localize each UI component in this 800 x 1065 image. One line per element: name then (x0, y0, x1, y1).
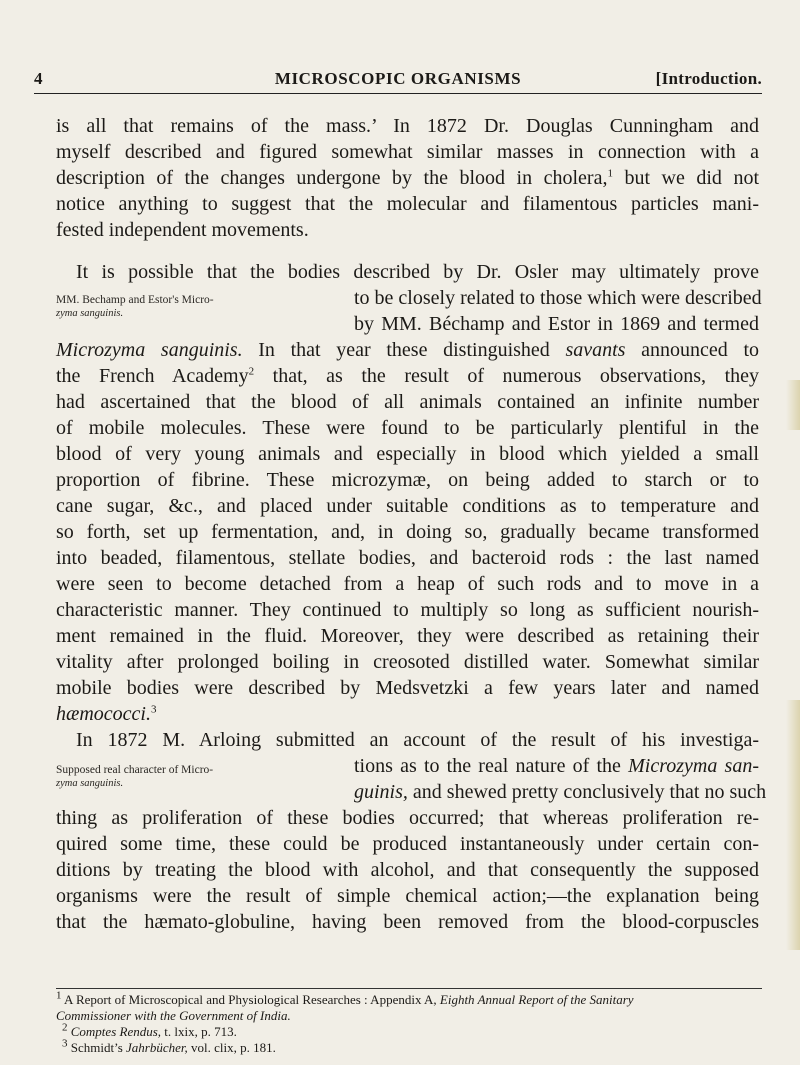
body-line: notice anything to suggest that the molecular and filamentous particles mani- (56, 193, 759, 215)
header-rule (34, 93, 762, 94)
body-line: It is possible that the bodies described by Dr. Osler may ultimately prove (76, 261, 759, 283)
footnote-ref: 2 (248, 365, 255, 378)
footnote: Commissioner with the Government of India. (56, 1008, 291, 1023)
body-line: ditions by treating the blood with alcohol, and that consequently the supposed (56, 859, 759, 881)
body-line: hæmococci.$^3$ (56, 703, 157, 725)
body-line: is all that remains of the mass.’ In 1872 Dr. Douglas Cunningham and (56, 115, 759, 137)
body-line: the French Academy$^2$ that, as the result of numerous observations, they (56, 365, 760, 387)
running-title: MICROSCOPIC ORGANISMS (274, 69, 522, 88)
marginal-note: MM. Bechamp and Estor's Micro- zyma sanguinis. (56, 294, 214, 319)
body-line: In 1872 M. Arloing submitted an account of the result of his investiga- (76, 729, 759, 751)
paper-stain (786, 700, 800, 950)
paper-stain (786, 380, 800, 430)
body-line: characteristic manner. They continued to multiply so long as sufficient nourish- (56, 599, 759, 621)
body-line: by MM. Béchamp and Estor in 1869 and termed (354, 313, 759, 335)
body-line: mobile bodies were described by Medsvetzki a few years later and named (56, 677, 759, 699)
body-line: vitality after prolonged boiling in creosoted distilled water. Somewhat similar (56, 651, 759, 673)
section-label: [Introduction. (655, 69, 762, 88)
body-line: were seen to become detached from a heap of such rods and to move in a (56, 573, 759, 595)
body-line: quired some time, these could be produced instantaneously under certain con- (56, 833, 759, 855)
body-line: ment remained in the fluid. Moreover, they were described as retaining their (56, 625, 759, 647)
footnote-rule (56, 988, 762, 989)
body-line: so forth, set up fermentation, and, in doing so, gradually became transformed (56, 521, 759, 543)
footnote: $^1$ A Report of Microscopical and Physiological Researches : Appendix A, Eighth Annual Report of the Sanitary (56, 989, 634, 1007)
body-line: proportion of fibrine. These microzymæ, on being added to starch or to (56, 469, 759, 491)
body-line: tions as to the real nature of the Microzyma san- (354, 755, 759, 777)
body-line: fested independent movements. (56, 219, 309, 241)
footnote: $^2$ Comptes Rendus, t. lxix, p. 713. (62, 1021, 237, 1039)
body-line: to be closely related to those which were described (354, 287, 762, 309)
body-line: of mobile molecules. These were found to be particularly plentiful in the (56, 417, 759, 439)
footnote-ref: 3 (150, 703, 157, 716)
body-line: blood of very young animals and especially in blood which yielded a small (56, 443, 759, 465)
footnote-ref: 1 (607, 167, 613, 180)
marginal-note: Supposed real character of Micro- zyma sanguinis. (56, 764, 214, 789)
body-line: myself described and figured somewhat similar masses in connection with a (56, 141, 759, 163)
body-line: organisms were the result of simple chemical action;—the explanation being (56, 885, 759, 907)
body-line: had ascertained that the blood of all animals contained an infinite number (56, 391, 759, 413)
body-line: guinis, and shewed pretty conclusively that no such (354, 781, 767, 803)
running-header (34, 69, 762, 93)
page-number: 4 (34, 69, 43, 88)
body-line: Microzyma sanguinis. In that year these distinguished savants announced to (56, 339, 760, 361)
body-line: into beaded, filamentous, stellate bodies, and bacteroid rods : the last named (56, 547, 759, 569)
footnote: $^3$ Schmidt’s Jahrbücher, vol. clix, p. 181. (62, 1037, 276, 1055)
body-line: description of the changes undergone by the blood in cholera,$^1$ but we did not (56, 167, 759, 189)
body-line: that the hæmato-globuline, having been removed from the blood-corpuscles (56, 911, 759, 933)
body-line: thing as proliferation of these bodies occurred; that whereas proliferation re- (56, 807, 759, 829)
body-line: cane sugar, &c., and placed under suitable conditions as to temperature and (56, 495, 759, 517)
